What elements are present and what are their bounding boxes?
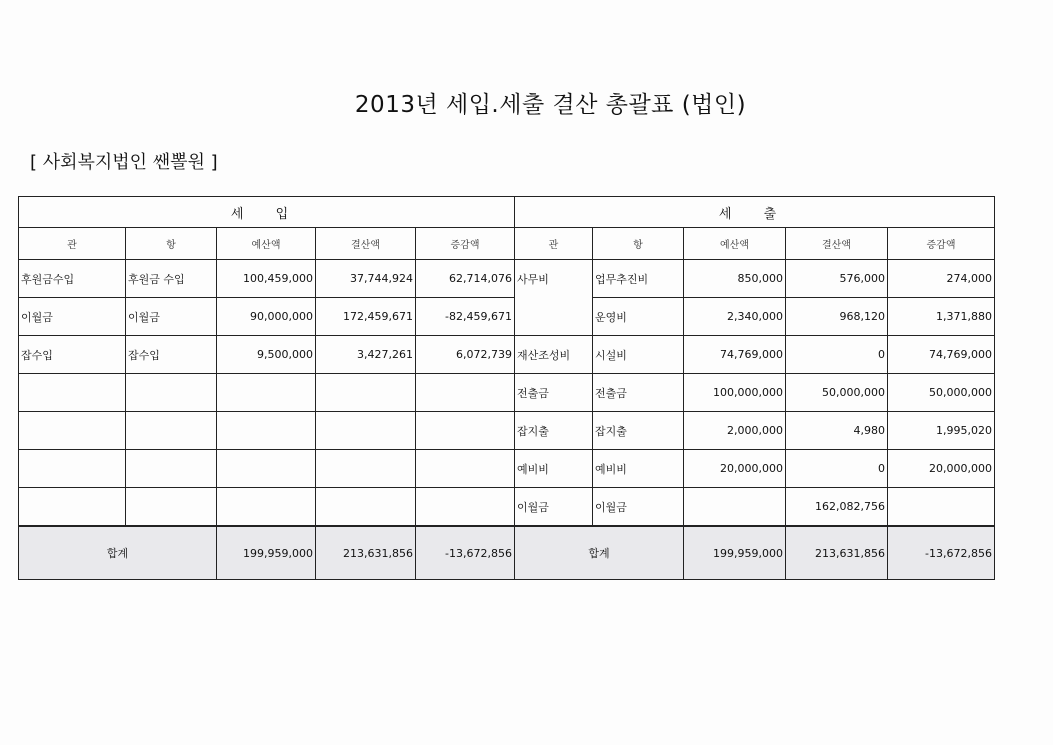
expense-diff-cell bbox=[888, 488, 995, 527]
empty-cell bbox=[217, 488, 316, 527]
expense-budget-cell: 20,000,000 bbox=[684, 450, 786, 488]
revenue-hang-cell: 이월금 bbox=[126, 298, 217, 336]
table-row bbox=[19, 298, 995, 336]
revenue-gwan-cell: 이월금 bbox=[19, 298, 126, 336]
expense-hang-header: 항 bbox=[593, 228, 684, 260]
empty-cell bbox=[126, 412, 217, 450]
revenue-settled-cell: 172,459,671 bbox=[316, 298, 416, 336]
organization-label: [ 사회복지법인 쌘뽈원 ] bbox=[30, 152, 218, 173]
expense-total-budget: 199,959,000 bbox=[684, 526, 786, 580]
empty-cell bbox=[416, 450, 515, 488]
empty-cell bbox=[19, 412, 126, 450]
expense-budget-cell bbox=[684, 488, 786, 527]
revenue-budget-header: 예산액 bbox=[217, 228, 316, 260]
expense-gwan-header: 관 bbox=[515, 228, 593, 260]
expense-total-diff: -13,672,856 bbox=[888, 526, 995, 580]
expense-hang-cell: 잡지출 bbox=[593, 412, 684, 450]
revenue-hang-header: 항 bbox=[126, 228, 217, 260]
expense-budget-cell: 2,000,000 bbox=[684, 412, 786, 450]
revenue-budget-cell: 100,459,000 bbox=[217, 260, 316, 298]
empty-cell bbox=[126, 374, 217, 412]
expense-settled-cell: 4,980 bbox=[786, 412, 888, 450]
expense-settled-header: 결산액 bbox=[786, 228, 888, 260]
revenue-gwan-cell: 잡수입 bbox=[19, 336, 126, 374]
empty-cell bbox=[316, 412, 416, 450]
empty-cell bbox=[126, 450, 217, 488]
expense-hang-cell: 이월금 bbox=[593, 488, 684, 527]
empty-cell bbox=[19, 374, 126, 412]
expense-hang-cell: 시설비 bbox=[593, 336, 684, 374]
empty-cell bbox=[217, 450, 316, 488]
revenue-hang-cell: 후원금 수입 bbox=[126, 260, 217, 298]
revenue-diff-cell: 6,072,739 bbox=[416, 336, 515, 374]
expense-budget-cell: 74,769,000 bbox=[684, 336, 786, 374]
expense-budget-cell: 100,000,000 bbox=[684, 374, 786, 412]
document-title: 2013년 세입.세출 결산 총괄표 (법인) bbox=[354, 92, 747, 118]
revenue-settled-cell: 37,744,924 bbox=[316, 260, 416, 298]
expense-settled-cell: 968,120 bbox=[786, 298, 888, 336]
expense-settled-cell: 50,000,000 bbox=[786, 374, 888, 412]
revenue-section-header: 세 입 bbox=[19, 197, 515, 228]
empty-cell bbox=[217, 374, 316, 412]
expense-diff-cell: 74,769,000 bbox=[888, 336, 995, 374]
empty-cell bbox=[416, 412, 515, 450]
revenue-diff-header: 증감액 bbox=[416, 228, 515, 260]
revenue-total-budget: 199,959,000 bbox=[217, 526, 316, 580]
expense-total-settled: 213,631,856 bbox=[786, 526, 888, 580]
empty-cell bbox=[416, 374, 515, 412]
revenue-settled-header: 결산액 bbox=[316, 228, 416, 260]
settlement-table bbox=[18, 196, 995, 580]
expense-diff-cell: 274,000 bbox=[888, 260, 995, 298]
expense-section-header: 세 출 bbox=[515, 197, 995, 228]
table-row bbox=[19, 450, 995, 488]
expense-diff-cell: 20,000,000 bbox=[888, 450, 995, 488]
expense-hang-cell: 예비비 bbox=[593, 450, 684, 488]
expense-budget-cell: 850,000 bbox=[684, 260, 786, 298]
expense-settled-cell: 576,000 bbox=[786, 260, 888, 298]
expense-hang-cell: 운영비 bbox=[593, 298, 684, 336]
expense-settled-cell: 162,082,756 bbox=[786, 488, 888, 527]
expense-gwan-cell: 전출금 bbox=[515, 374, 593, 412]
section-header-row bbox=[19, 197, 995, 228]
expense-total-label: 합계 bbox=[515, 526, 684, 580]
revenue-gwan-cell: 후원금수입 bbox=[19, 260, 126, 298]
expense-budget-header: 예산액 bbox=[684, 228, 786, 260]
revenue-diff-cell: 62,714,076 bbox=[416, 260, 515, 298]
empty-cell bbox=[126, 488, 217, 527]
expense-settled-cell: 0 bbox=[786, 336, 888, 374]
expense-hang-cell: 전출금 bbox=[593, 374, 684, 412]
expense-diff-cell: 1,995,020 bbox=[888, 412, 995, 450]
empty-cell bbox=[217, 412, 316, 450]
table-row bbox=[19, 488, 995, 527]
revenue-total-label: 합계 bbox=[19, 526, 217, 580]
expense-diff-header: 증감액 bbox=[888, 228, 995, 260]
revenue-gwan-header: 관 bbox=[19, 228, 126, 260]
revenue-total-settled: 213,631,856 bbox=[316, 526, 416, 580]
empty-cell bbox=[316, 450, 416, 488]
empty-cell bbox=[316, 374, 416, 412]
empty-cell bbox=[416, 488, 515, 527]
empty-cell bbox=[19, 488, 126, 527]
expense-diff-cell: 50,000,000 bbox=[888, 374, 995, 412]
revenue-hang-cell: 잡수입 bbox=[126, 336, 217, 374]
revenue-budget-cell: 9,500,000 bbox=[217, 336, 316, 374]
expense-gwan-cell: 재산조성비 bbox=[515, 336, 593, 374]
expense-hang-cell: 업무추진비 bbox=[593, 260, 684, 298]
revenue-settled-cell: 3,427,261 bbox=[316, 336, 416, 374]
revenue-diff-cell: -82,459,671 bbox=[416, 298, 515, 336]
table-row bbox=[19, 336, 995, 374]
expense-diff-cell: 1,371,880 bbox=[888, 298, 995, 336]
expense-gwan-cell: 사무비 bbox=[515, 260, 593, 336]
empty-cell bbox=[19, 450, 126, 488]
empty-cell bbox=[316, 488, 416, 527]
revenue-budget-cell: 90,000,000 bbox=[217, 298, 316, 336]
total-row bbox=[19, 526, 995, 580]
expense-settled-cell: 0 bbox=[786, 450, 888, 488]
table-row bbox=[19, 374, 995, 412]
expense-gwan-cell: 이월금 bbox=[515, 488, 593, 527]
column-header-row bbox=[19, 228, 995, 260]
expense-gwan-cell: 잡지출 bbox=[515, 412, 593, 450]
expense-budget-cell: 2,340,000 bbox=[684, 298, 786, 336]
expense-gwan-cell: 예비비 bbox=[515, 450, 593, 488]
table-row bbox=[19, 412, 995, 450]
revenue-total-diff: -13,672,856 bbox=[416, 526, 515, 580]
table-row bbox=[19, 260, 995, 298]
